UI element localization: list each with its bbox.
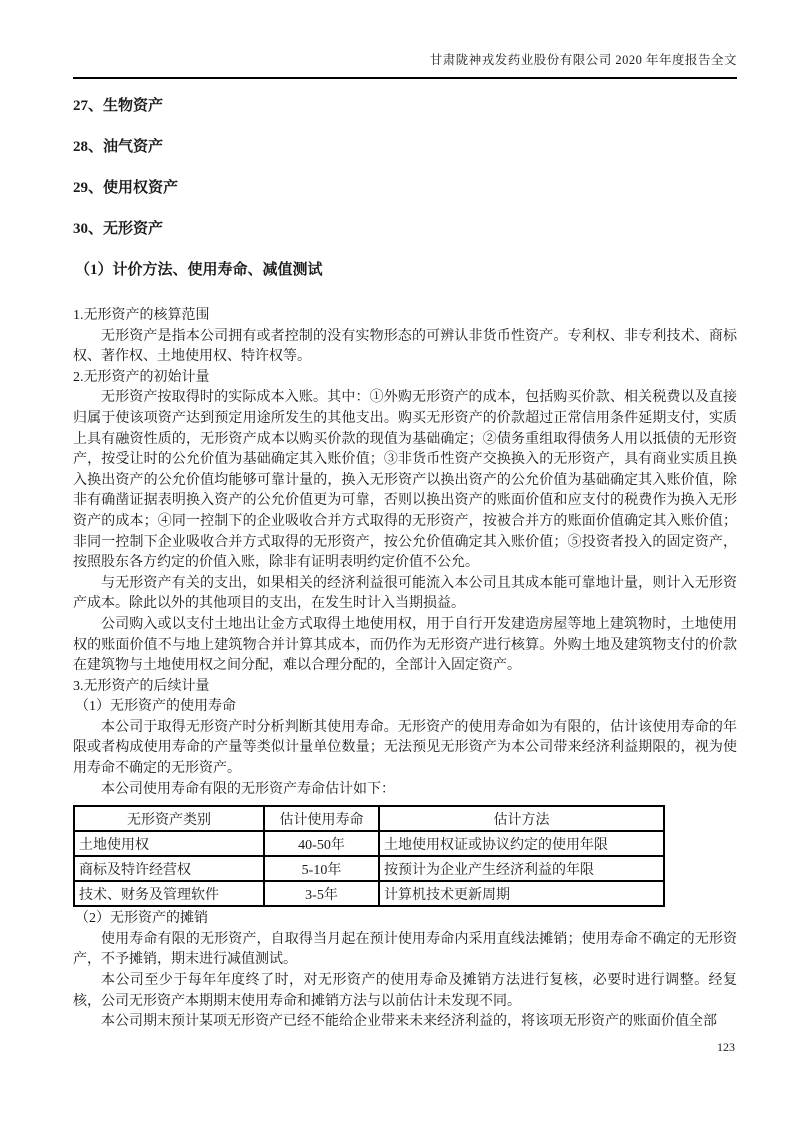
subsection-heading: （1）计价方法、使用寿命、减值测试	[75, 262, 323, 278]
section-heading-29: 29、使用权资产	[73, 180, 179, 196]
cell-life: 40-50年	[264, 831, 379, 856]
paragraph: 使用寿命有限的无形资产，自取得当月起在预计使用寿命内采用直线法摊销；使用寿命不确定的无形资产，不予摊销，期末进行减值测试。	[73, 931, 737, 968]
paragraph: 本公司期末预计某项无形资产已经不能给企业带来未来经济利益的，将该项无形资产的账面价值全部	[101, 1014, 717, 1030]
table-row	[74, 881, 664, 906]
cell-category: 技术、财务及管理软件	[74, 881, 264, 906]
report-title: 甘肃陇神戎发药业股份有限公司 2020 年年度报告全文	[429, 53, 737, 67]
paragraph: （2）无形资产的摊销	[75, 911, 208, 927]
column-header-category: 无形资产类别	[74, 806, 264, 831]
paragraph: 无形资产按取得时的实际成本入账。其中：①外购无形资产的成本，包括购买价款、相关税费以及直接归属于使该项资产达到预定用途所发生的其他支出。购买无形资产的价款超过正常信用条件延期支付，实质上具有融资性质的，无形资产成本以购买价款的现值为基础确定；②债务重组取得债务人用以抵债的无形资产，按受让时的公允价值为基础确定其入账价值；③非货币性资产交换换入的无形资产，具有商业实质且换入换出资产的公允价值均能够可靠计量的，换入无形资产以换出资产的公允价值为基础确定其入账价值，除非有确凿证据表明换入资产的公允价值更为可靠，否则以换出资产的账面价值和应支付的税费作为换入无形资产的成本；④同一控制下的企业吸收合并方式取得的无形资产，按被合并方的账面价值确定其入账价值；非同一控制下企业吸收合并方式取得的无形资产，按公允价值确定其入账价值；⑤投资者投入的固定资产，按照股东各方约定的价值入账，除非有证明表明约定价值不公允。	[73, 390, 737, 571]
page-number: 123	[717, 1040, 735, 1054]
intangible-asset-life-table	[73, 805, 665, 907]
paragraph: 公司购入或以支付土地出让金方式取得土地使用权，用于自行开发建造房屋等地上建筑物时，土地使用权的账面价值不与地上建筑物合并计算其成本，而仍作为无形资产进行核算。外购土地及建筑物支付的价款在建筑物与土地使用权之间分配，难以合理分配的，全部计入固定资产。	[73, 616, 737, 674]
cell-method: 按预计为企业产生经济利益的年限	[379, 856, 664, 881]
cell-method: 土地使用权证或协议约定的使用年限	[379, 831, 664, 856]
paragraph: 无形资产是指本公司拥有或者控制的没有实物形态的可辨认非货币性资产。专利权、非专利技术、商标权、著作权、土地使用权、特许权等。	[73, 328, 737, 365]
paragraph: 本公司至少于每年年度终了时，对无形资产的使用寿命及摊销方法进行复核，必要时进行调整。经复核，公司无形资产本期期末使用寿命和摊销方法与以前估计未发现不同。	[73, 973, 737, 1009]
paragraph: 3.无形资产的后续计量	[73, 678, 210, 694]
paragraph: （1）无形资产的使用寿命	[75, 699, 236, 715]
column-header-method: 估计方法	[379, 806, 664, 831]
page-content	[73, 52, 737, 1033]
section-heading-27: 27、生物资产	[73, 98, 164, 114]
paragraph: 本公司于取得无形资产时分析判断其使用寿命。无形资产的使用寿命如为有限的，估计该使用寿命的年限或者构成使用寿命的产量等类似计量单位数量；无法预见无形资产为本公司带来经济利益期限的，视为使用寿命不确定的无形资产。	[73, 719, 737, 777]
cell-method: 计算机技术更新周期	[379, 881, 664, 906]
paragraph: 2.无形资产的初始计量	[73, 369, 210, 385]
table-row	[74, 856, 664, 881]
paragraph: 本公司使用寿命有限的无形资产寿命估计如下：	[101, 781, 395, 797]
cell-life: 3-5年	[264, 881, 379, 906]
page-header	[73, 52, 737, 79]
paragraph: 与无形资产有关的支出，如果相关的经济利益很可能流入本公司且其成本能可靠地计量，则计入无形资产成本。除此以外的其他项目的支出，在发生时计入当期损益。	[73, 575, 737, 612]
table-header-row	[74, 806, 664, 831]
cell-life: 5-10年	[264, 856, 379, 881]
table-row	[74, 831, 664, 856]
paragraph: 1.无形资产的核算范围	[73, 308, 210, 323]
section-heading-28: 28、油气资产	[73, 139, 164, 155]
body-text	[73, 306, 737, 1033]
section-heading-30: 30、无形资产	[73, 221, 164, 237]
cell-category: 土地使用权	[74, 831, 264, 856]
cell-category: 商标及特许经营权	[74, 856, 264, 881]
column-header-life: 估计使用寿命	[264, 806, 379, 831]
